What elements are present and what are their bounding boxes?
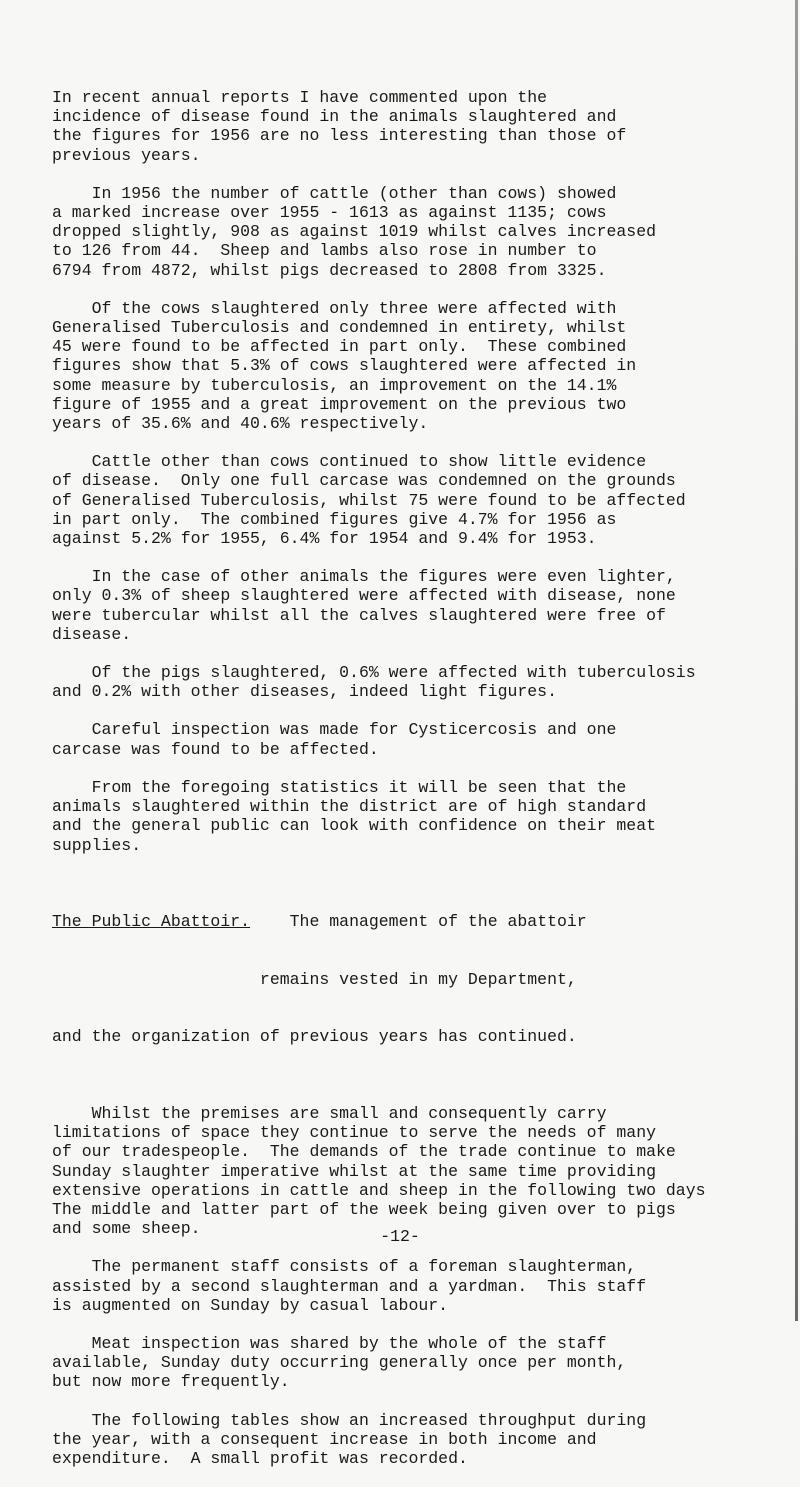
abattoir-line-1: [52, 912, 794, 931]
paragraph: [52, 1411, 794, 1469]
text-line: available, Sunday duty occurring generally once per month,: [52, 1353, 627, 1373]
text-line: and some sheep.: [52, 1219, 201, 1239]
text-line: to 126 from 44. Sheep and lambs also rose in number to: [52, 241, 597, 261]
text-line: the year, with a consequent increase in both income and: [52, 1429, 597, 1449]
text-line: dropped slightly, 908 as against 1019 whilst calves increased: [52, 222, 656, 242]
text-line: Sunday slaughter imperative whilst at the same time providing: [52, 1161, 656, 1181]
text-line: In recent annual reports I have commented upon the: [52, 88, 548, 107]
text-line: Meat inspection was shared by the whole of the staff: [52, 1333, 607, 1353]
text-line: In 1956 the number of cattle (other than cows) showed: [52, 183, 617, 203]
report-body: [52, 88, 794, 855]
paragraph: [52, 778, 794, 855]
text-line: were tubercular whilst all the calves slaughtered were free of: [52, 605, 666, 625]
abattoir-line-1-text: The management of the abattoir: [289, 912, 587, 932]
abattoir-line-2: remains vested in my Department,: [52, 969, 577, 989]
text-line: carcase was found to be affected.: [52, 739, 379, 759]
text-line: 6794 from 4872, whilst pigs decreased to 2808 from 3325.: [52, 260, 607, 280]
text-line: figures show that 5.3% of cows slaughtered were affected in: [52, 356, 637, 376]
text-line: supplies.: [52, 835, 142, 855]
text-line: Whilst the premises are small and consequently carry: [52, 1103, 607, 1123]
text-line: some measure by tuberculosis, an improvement on the 14.1%: [52, 375, 617, 395]
text-line: incidence of disease found in the animals slaughtered and: [52, 107, 617, 127]
text-line: Generalised Tuberculosis and condemned in entirety, whilst: [52, 318, 627, 338]
text-line: In the case of other animals the figures were even lighter,: [52, 567, 676, 587]
paragraph: [52, 452, 794, 548]
text-line: and the general public can look with confidence on their meat: [52, 816, 656, 836]
text-line: a marked increase over 1955 - 1613 as against 1135; cows: [52, 203, 607, 223]
report-body-continued: [52, 1104, 794, 1468]
text-line: is augmented on Sunday by casual labour.: [52, 1295, 449, 1315]
paragraph: [52, 184, 794, 280]
text-line: in part only. The combined figures give 4.7% for 1956 as: [52, 509, 617, 529]
text-line: figure of 1955 and a great improvement on the previous two: [52, 394, 627, 414]
text-line: of disease. Only one full carcase was condemned on the grounds: [52, 471, 676, 491]
text-line: extensive operations in cattle and sheep in the following two days: [52, 1180, 706, 1200]
text-line: Cattle other than cows continued to show little evidence: [52, 452, 647, 472]
paragraph: [52, 567, 794, 644]
text-line: From the foregoing statistics it will be seen that the: [52, 777, 627, 797]
text-line: The permanent staff consists of a foreman slaughterman,: [52, 1257, 637, 1277]
text-line: of our tradespeople. The demands of the trade continue to make: [52, 1142, 676, 1162]
text-line: expenditure. A small profit was recorded.: [52, 1448, 468, 1468]
text-line: Careful inspection was made for Cysticercosis and one: [52, 720, 617, 740]
text-line: 45 were found to be affected in part only. These combined: [52, 337, 627, 357]
text-line: animals slaughtered within the district are of high standard: [52, 797, 647, 817]
paragraph: [52, 720, 794, 758]
text-line: Of the pigs slaughtered, 0.6% were affected with tuberculosis: [52, 663, 696, 683]
text-line: disease.: [52, 624, 132, 644]
text-line: of Generalised Tuberculosis, whilst 75 were found to be affected: [52, 490, 686, 510]
text-line: only 0.3% of sheep slaughtered were affected with disease, none: [52, 586, 676, 606]
abattoir-heading: The Public Abattoir.: [52, 912, 251, 932]
text-line: but now more frequently.: [52, 1372, 290, 1392]
paragraph: [52, 663, 794, 701]
abattoir-line-3: and the organization of previous years has continued.: [52, 1027, 577, 1047]
text-line: The middle and latter part of the week being given over to pigs: [52, 1199, 676, 1219]
text-line: assisted by a second slaughterman and a yardman. This staff: [52, 1276, 647, 1296]
paragraph: [52, 88, 794, 165]
text-line: The following tables show an increased throughput during: [52, 1410, 647, 1430]
paragraph: [52, 1104, 794, 1238]
text-line: previous years.: [52, 145, 201, 165]
document-page: [52, 88, 794, 1487]
text-line: the figures for 1956 are no less interesting than those of: [52, 126, 627, 146]
text-line: against 5.2% for 1955, 6.4% for 1954 and 9.4% for 1953.: [52, 529, 597, 549]
text-line: and 0.2% with other diseases, indeed light figures.: [52, 682, 557, 702]
paragraph: [52, 1257, 794, 1315]
paragraph: [52, 1334, 794, 1392]
text-line: years of 35.6% and 40.6% respectively.: [52, 414, 429, 434]
page-edge-shadow: [795, 0, 798, 1321]
text-line: Of the cows slaughtered only three were affected with: [52, 298, 617, 318]
paragraph: [52, 299, 794, 433]
text-line: limitations of space they continue to serve the needs of many: [52, 1123, 656, 1143]
page-number: -12-: [380, 1227, 420, 1246]
abattoir-paragraph: [52, 874, 794, 1085]
